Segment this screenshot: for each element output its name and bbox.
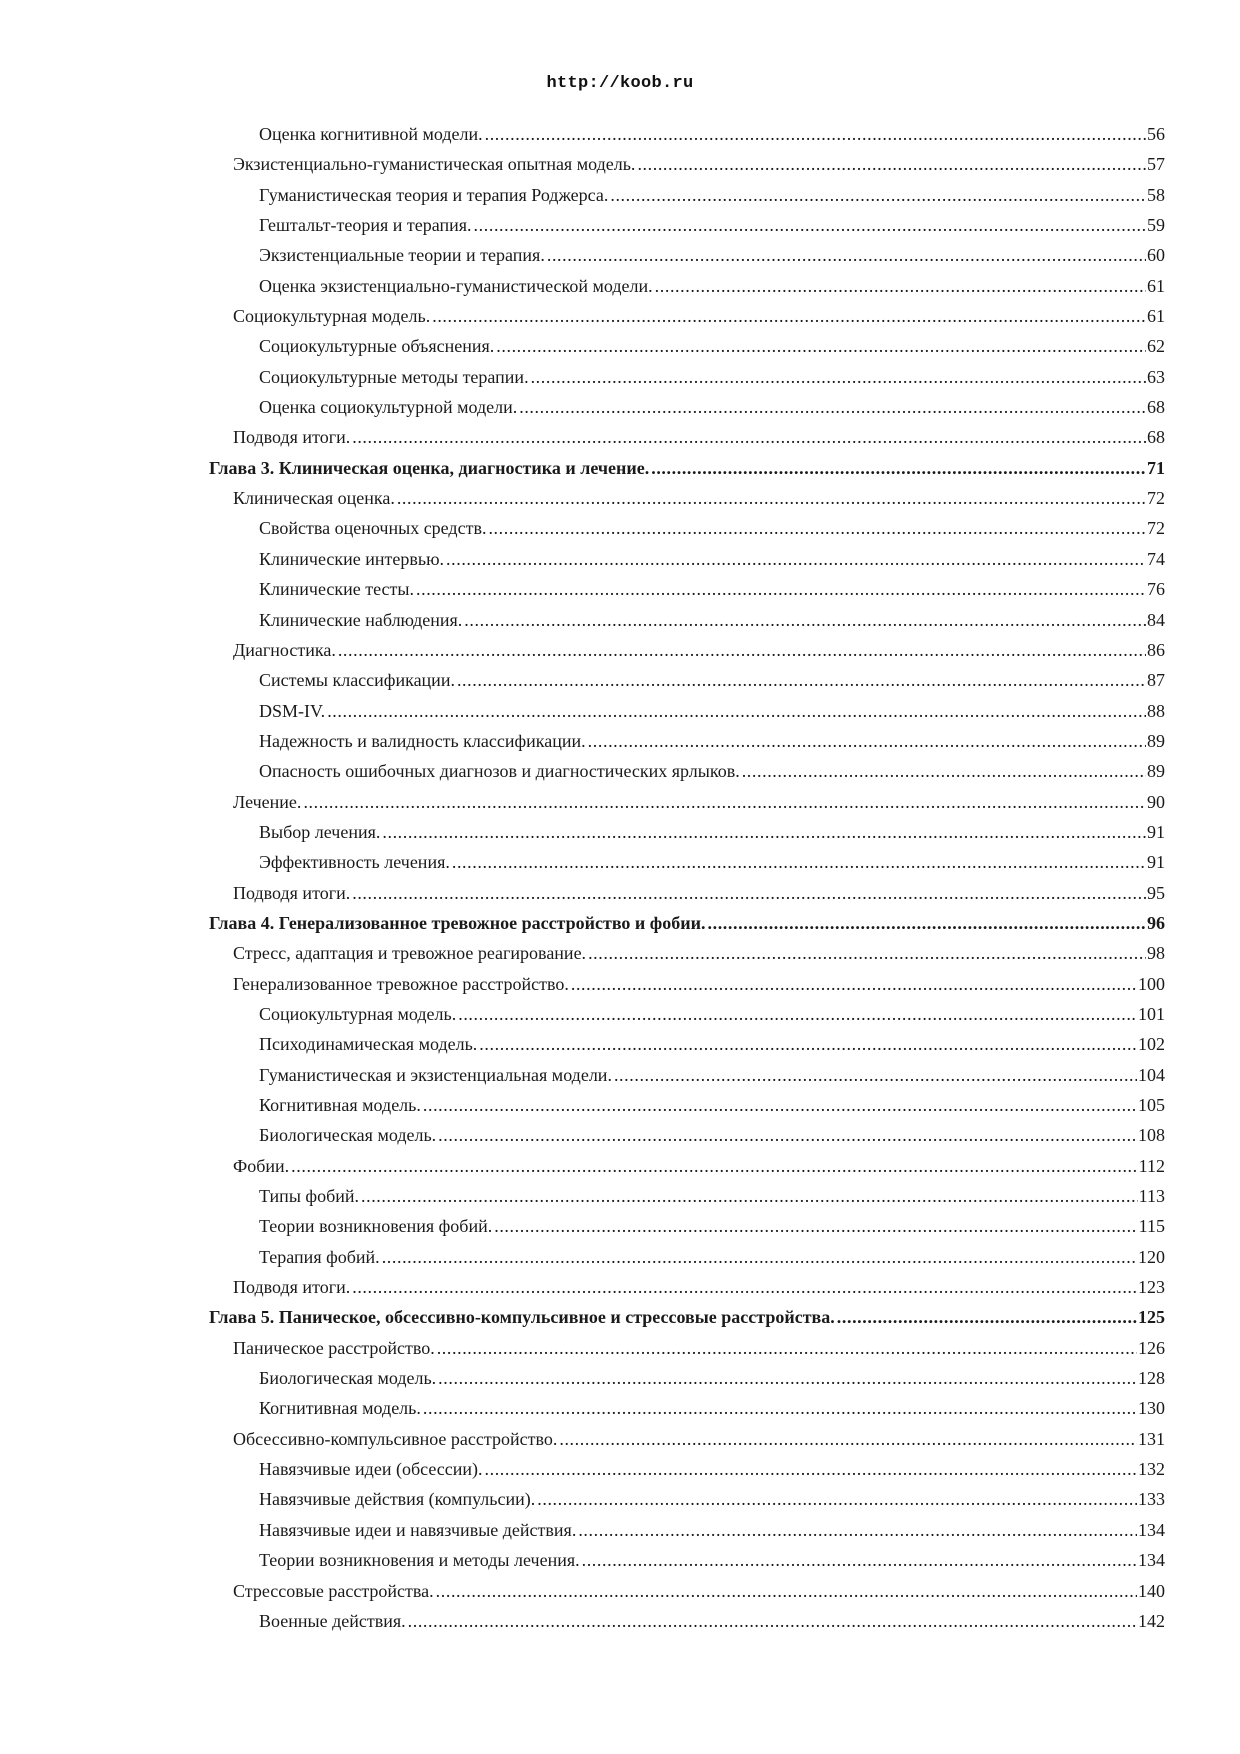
toc-entry-title: Когнитивная модель.: [259, 1095, 421, 1115]
toc-dot-leader: [436, 1576, 1137, 1606]
toc-chapter-entry[interactable]: [209, 453, 1165, 483]
toc-subsection-entry[interactable]: [209, 1242, 1165, 1272]
toc-entry-title: Стрессовые расстройства.: [233, 1580, 434, 1601]
toc-page-number: 105: [1138, 1095, 1165, 1115]
toc-entry-title: Выбор лечения.: [259, 821, 381, 842]
toc-entry-title: Паническое расстройство.: [233, 1337, 435, 1358]
toc-subsection-entry[interactable]: [209, 847, 1165, 877]
toc-subsection-entry[interactable]: [209, 665, 1165, 695]
toc-section-entry[interactable]: [209, 878, 1165, 908]
toc-page-number: 134: [1138, 1519, 1165, 1540]
toc-dot-leader: [352, 1272, 1137, 1302]
toc-entry-title: Социокультурная модель.: [259, 1003, 457, 1024]
toc-page-number: 102: [1138, 1034, 1165, 1055]
toc-entry-title: Надежность и валидность классификации.: [259, 730, 586, 751]
toc-chapter-entry[interactable]: [209, 908, 1165, 938]
toc-entry-title: Глава 5. Паническое, обсессивно-компульсивное и стрессовые расстройства.: [209, 1307, 835, 1328]
toc-page-number: 115: [1138, 1216, 1165, 1237]
toc-dot-leader: [588, 938, 1146, 968]
toc-entry-title: Глава 3. Клиническая оценка, диагностика и лечение.: [209, 457, 650, 478]
toc-section-entry[interactable]: [209, 969, 1165, 999]
toc-dot-leader: [496, 331, 1146, 361]
toc-page-number: 104: [1138, 1064, 1165, 1085]
toc-dot-leader: [637, 149, 1146, 179]
toc-subsection-entry[interactable]: [209, 210, 1165, 240]
toc-entry-title: Психодинамическая модель.: [259, 1034, 478, 1055]
toc-page-number: 61: [1147, 275, 1165, 296]
toc-entry-title: Подводя итоги.: [233, 1277, 351, 1298]
toc-subsection-entry[interactable]: [209, 1211, 1165, 1241]
toc-dot-leader: [446, 544, 1146, 574]
toc-page-number: 112: [1138, 1155, 1165, 1176]
toc-page-number: 125: [1138, 1307, 1165, 1328]
toc-dot-leader: [547, 240, 1146, 270]
toc-subsection-entry[interactable]: [209, 362, 1165, 392]
toc-dot-leader: [614, 1060, 1137, 1090]
toc-subsection-entry[interactable]: [209, 1515, 1165, 1545]
toc-section-entry[interactable]: [209, 422, 1165, 452]
toc-dot-leader: [479, 1029, 1137, 1059]
toc-subsection-entry[interactable]: [209, 1545, 1165, 1575]
toc-subsection-entry[interactable]: [209, 1060, 1165, 1090]
toc-dot-leader: [423, 1090, 1137, 1120]
site-url-header: http://koob.ru: [546, 74, 694, 93]
toc-dot-leader: [361, 1181, 1138, 1211]
toc-page-number: 56: [1147, 124, 1165, 144]
toc-dot-leader: [452, 847, 1146, 877]
toc-page-number: 74: [1147, 548, 1165, 569]
toc-entry-title: Оценка социокультурной модели.: [259, 397, 518, 418]
toc-page-number: 88: [1147, 700, 1165, 721]
toc-dot-leader: [837, 1302, 1137, 1332]
toc-page-number: 133: [1138, 1489, 1165, 1510]
toc-entry-title: Оценка когнитивной модели.: [259, 124, 483, 144]
toc-page-number: 132: [1138, 1459, 1165, 1480]
toc-dot-leader: [519, 392, 1146, 422]
toc-entry-title: Лечение.: [233, 791, 302, 812]
toc-dot-leader: [537, 1484, 1137, 1514]
toc-section-entry[interactable]: [209, 1576, 1165, 1606]
toc-dot-leader: [588, 726, 1146, 756]
toc-entry-title: Социокультурная модель.: [233, 306, 431, 327]
toc-section-entry[interactable]: [209, 301, 1165, 331]
toc-dot-leader: [578, 1515, 1137, 1545]
toc-section-entry[interactable]: [209, 787, 1165, 817]
toc-entry-title: Навязчивые идеи (обсессии).: [259, 1459, 483, 1480]
toc-entry-title: Клинические интервью.: [259, 548, 445, 569]
toc-page-number: 86: [1147, 639, 1165, 660]
toc-entry-title: Теории возникновения фобий.: [259, 1216, 493, 1237]
toc-subsection-entry[interactable]: [209, 726, 1165, 756]
toc-subsection-entry[interactable]: [209, 1484, 1165, 1514]
toc-page-number: 95: [1147, 882, 1165, 903]
toc-subsection-entry[interactable]: [209, 240, 1165, 270]
toc-subsection-entry[interactable]: [209, 1029, 1165, 1059]
toc-entry-title: Гуманистическая теория и терапия Роджерса.: [259, 184, 609, 205]
toc-page-number: 96: [1147, 912, 1165, 933]
toc-page-number: 87: [1147, 670, 1165, 691]
toc-dot-leader: [742, 756, 1146, 786]
toc-entry-title: Военные действия.: [259, 1610, 406, 1631]
toc-page-number: 76: [1147, 579, 1165, 600]
toc-dot-leader: [458, 999, 1137, 1029]
toc-subsection-entry[interactable]: [209, 605, 1165, 635]
toc-dot-leader: [494, 1211, 1137, 1241]
toc-page-number: 108: [1138, 1125, 1165, 1146]
toc-dot-leader: [559, 1424, 1137, 1454]
toc-dot-leader: [438, 1120, 1137, 1150]
toc-subsection-entry[interactable]: [209, 817, 1165, 847]
toc-dot-leader: [327, 696, 1146, 726]
toc-page-number: 68: [1147, 397, 1165, 418]
toc-page-number: 61: [1147, 306, 1165, 327]
toc-page-number: 140: [1138, 1580, 1165, 1601]
toc-page-number: 90: [1147, 791, 1165, 812]
toc-entry-title: Обсессивно-компульсивное расстройство.: [233, 1428, 558, 1449]
toc-page-number: 63: [1147, 366, 1165, 387]
toc-dot-leader: [531, 362, 1146, 392]
toc-dot-leader: [382, 817, 1146, 847]
toc-section-entry[interactable]: [209, 149, 1165, 179]
toc-subsection-entry[interactable]: [209, 1454, 1165, 1484]
toc-dot-leader: [352, 422, 1146, 452]
toc-dot-leader: [423, 1393, 1137, 1423]
toc-entry-title: Терапия фобий.: [259, 1246, 380, 1267]
toc-section-entry[interactable]: [209, 483, 1165, 513]
toc-page-number: 59: [1147, 215, 1165, 236]
toc-page-number: 91: [1147, 852, 1165, 873]
toc-entry-title: Гуманистическая и экзистенциальная модели.: [259, 1064, 612, 1085]
toc-page-number: 72: [1147, 518, 1165, 539]
toc-page-number: 68: [1147, 427, 1165, 448]
toc-entry-title: Социокультурные объяснения.: [259, 336, 495, 357]
toc-dot-leader: [488, 513, 1146, 543]
toc-dot-leader: [291, 1151, 1138, 1181]
toc-dot-leader: [303, 787, 1146, 817]
toc-page-number: 72: [1147, 488, 1165, 509]
toc-subsection-entry[interactable]: [209, 392, 1165, 422]
toc-page-number: 134: [1138, 1550, 1165, 1571]
toc-page-number: 126: [1138, 1337, 1165, 1358]
toc-page-number: 101: [1138, 1003, 1165, 1024]
toc-entry-title: Оценка экзистенциально-гуманистической модели.: [259, 275, 653, 296]
toc-entry-title: Эффективность лечения.: [259, 852, 450, 873]
toc-entry-title: Типы фобий.: [259, 1186, 359, 1207]
toc-page-number: 142: [1138, 1610, 1165, 1631]
toc-dot-leader: [708, 908, 1147, 938]
toc-subsection-entry[interactable]: [209, 1606, 1165, 1636]
toc-dot-leader: [582, 1545, 1137, 1575]
toc-chapter-entry[interactable]: [209, 1302, 1165, 1332]
toc-dot-leader: [338, 635, 1146, 665]
toc-entry-title: Диагностика.: [233, 639, 336, 660]
toc-entry-title: Теории возникновения и методы лечения.: [259, 1550, 580, 1571]
toc-page-number: 113: [1138, 1186, 1165, 1207]
toc-page-number: 98: [1147, 943, 1165, 964]
toc-page-number: 58: [1147, 184, 1165, 205]
toc-page-number: 60: [1147, 245, 1165, 266]
toc-entry-title: Клинические наблюдения.: [259, 609, 463, 630]
toc-dot-leader: [416, 574, 1146, 604]
toc-page-number: 71: [1147, 457, 1165, 478]
toc-section-entry[interactable]: [209, 635, 1165, 665]
toc-subsection-entry[interactable]: [209, 119, 1165, 149]
toc-entry-title: Глава 4. Генерализованное тревожное расстройство и фобии.: [209, 912, 706, 933]
toc-subsection-entry[interactable]: [209, 999, 1165, 1029]
toc-page-number: 89: [1147, 730, 1165, 751]
toc-page-number: 91: [1147, 821, 1165, 842]
toc-page-number: 123: [1138, 1277, 1165, 1298]
toc-entry-title: Экзистенциальные теории и терапия.: [259, 245, 545, 266]
toc-dot-leader: [408, 1606, 1137, 1636]
toc-dot-leader: [571, 969, 1137, 999]
table-of-contents: [209, 119, 1165, 1636]
toc-entry-title: Свойства оценочных средств.: [259, 518, 487, 539]
toc-subsection-entry[interactable]: [209, 1393, 1165, 1423]
toc-dot-leader: [485, 119, 1146, 149]
toc-dot-leader: [464, 605, 1146, 635]
toc-page-number: 131: [1138, 1428, 1165, 1449]
toc-entry-title: Подводя итоги.: [233, 882, 351, 903]
toc-section-entry[interactable]: [209, 1272, 1165, 1302]
toc-dot-leader: [651, 453, 1146, 483]
toc-subsection-entry[interactable]: [209, 1120, 1165, 1150]
toc-entry-title: Гештальт-теория и терапия.: [259, 215, 472, 236]
toc-entry-title: Биологическая модель.: [259, 1125, 437, 1146]
toc-dot-leader: [382, 1242, 1137, 1272]
toc-entry-title: Клинические тесты.: [259, 579, 414, 600]
toc-entry-title: Биологическая модель.: [259, 1368, 437, 1389]
toc-page-number: 128: [1138, 1368, 1165, 1389]
toc-subsection-entry[interactable]: [209, 271, 1165, 301]
toc-entry-title: Экзистенциально-гуманистическая опытная модель.: [233, 154, 636, 175]
toc-subsection-entry[interactable]: [209, 544, 1165, 574]
toc-section-entry[interactable]: [209, 938, 1165, 968]
toc-dot-leader: [432, 301, 1146, 331]
toc-entry-title: Клиническая оценка.: [233, 488, 395, 509]
toc-dot-leader: [655, 271, 1146, 301]
toc-dot-leader: [474, 210, 1146, 240]
toc-subsection-entry[interactable]: [209, 696, 1165, 726]
toc-subsection-entry[interactable]: [209, 331, 1165, 361]
toc-page-number: 57: [1147, 154, 1165, 175]
toc-section-entry[interactable]: [209, 1424, 1165, 1454]
toc-page-number: 100: [1138, 973, 1165, 994]
toc-subsection-entry[interactable]: [209, 1363, 1165, 1393]
toc-entry-title: DSM-IV.: [259, 700, 326, 721]
toc-dot-leader: [610, 180, 1146, 210]
toc-entry-title: Фобии.: [233, 1155, 290, 1176]
toc-dot-leader: [352, 878, 1146, 908]
toc-page-number: 84: [1147, 609, 1165, 630]
toc-page-number: 89: [1147, 761, 1165, 782]
toc-subsection-entry[interactable]: [209, 1090, 1165, 1120]
toc-entry-title: Системы классификации.: [259, 670, 455, 691]
toc-entry-title: Социокультурные методы терапии.: [259, 366, 529, 387]
toc-entry-title: Когнитивная модель.: [259, 1398, 421, 1419]
toc-entry-title: Подводя итоги.: [233, 427, 351, 448]
toc-entry-title: Генерализованное тревожное расстройство.: [233, 973, 569, 994]
toc-entry-title: Опасность ошибочных диагнозов и диагностических ярлыков.: [259, 761, 740, 782]
toc-dot-leader: [397, 483, 1146, 513]
toc-subsection-entry[interactable]: [209, 180, 1165, 210]
toc-section-entry[interactable]: [209, 1333, 1165, 1363]
toc-entry-title: Навязчивые идеи и навязчивые действия.: [259, 1519, 577, 1540]
toc-dot-leader: [457, 665, 1146, 695]
toc-dot-leader: [485, 1454, 1138, 1484]
toc-page-number: 130: [1138, 1398, 1165, 1419]
toc-entry-title: Навязчивые действия (компульсии).: [259, 1489, 536, 1510]
toc-dot-leader: [438, 1363, 1137, 1393]
toc-subsection-entry[interactable]: [209, 513, 1165, 543]
toc-page-number: 120: [1138, 1246, 1165, 1267]
toc-dot-leader: [437, 1333, 1137, 1363]
toc-page-number: 62: [1147, 336, 1165, 357]
toc-subsection-entry[interactable]: [209, 756, 1165, 786]
toc-subsection-entry[interactable]: [209, 574, 1165, 604]
toc-section-entry[interactable]: [209, 1151, 1165, 1181]
toc-subsection-entry[interactable]: [209, 1181, 1165, 1211]
toc-entry-title: Стресс, адаптация и тревожное реагирование.: [233, 943, 587, 964]
